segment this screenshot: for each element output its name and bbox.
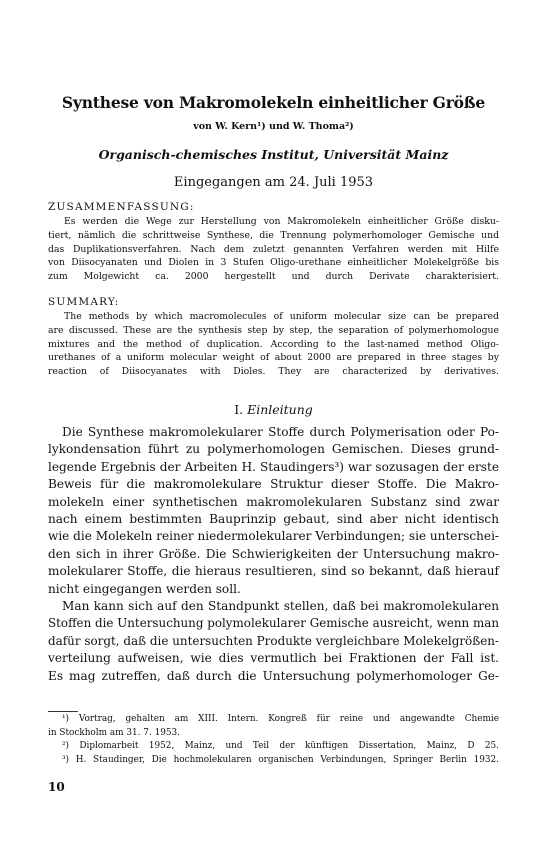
body-line: wie die Molekeln reiner niedermolekularer Verbindungen; sie unterschei- — [48, 529, 500, 544]
summary-line: urethanes of a uniform molecular weight of about 2000 are prepared in three stages by — [48, 352, 499, 364]
footnotes — [48, 713, 499, 767]
footnote-line: ³) H. Staudinger, Die hochmolekularen organischen Verbindungen, Springer Berlin 1932. — [62, 754, 499, 765]
body-line: nicht eingegangen werden soll. — [48, 581, 241, 596]
footnote-line: in Stockholm am 31. 7. 1953. — [48, 727, 181, 738]
abstract-line: Es werden die Wege zur Herstellung von Makromolekeln einheitlicher Größe disku- — [64, 216, 500, 227]
summary-line: mixtures and the method of duplication. According to the last-named method Oligo- — [48, 338, 499, 350]
footnote-line: ¹) Vortrag, gehalten am XIII. Intern. Kongreß für reine und angewandte Chemie — [62, 714, 499, 724]
summary-text — [48, 310, 499, 379]
body-line: Beweis für die makromolekulare Struktur dieser Stoffe. Die Makro- — [48, 477, 500, 492]
page-number: 10 — [48, 780, 65, 794]
section-number: I. — [234, 402, 244, 417]
summary-line: The methods by which macromolecules of uniform molecular size can be prepared — [64, 311, 499, 322]
abstract-line: zum Molgewicht ca. 2000 hergestellt und durch Derivate charakterisiert. — [48, 271, 499, 283]
article-authors: von W. Kern¹) und W. Thoma²) — [193, 121, 354, 132]
body-line: lykondensation führt zu polymerhomologen Gemischen. Dieses grund- — [48, 442, 500, 457]
abstract-line: tiert, nämlich die schrittweise Synthese, die Trennung polymerhomologer Gemische und — [48, 229, 500, 241]
summary-label: SUMMARY: — [48, 296, 120, 308]
section-heading — [0, 402, 547, 417]
body-line: dafür sorgt, daß die untersuchten Produkte vergleichbare Molekelgrößen- — [48, 633, 499, 648]
zusammenfassung-text — [48, 215, 499, 284]
body-line: Die Synthese makromolekularer Stoffe durch Polymerisation oder Po- — [62, 425, 499, 439]
abstract-line: das Duplikationsverfahren. Nach dem zuletzt genannten Verfahren werden mit Hilfe — [48, 243, 499, 255]
body-line: legende Ergebnis der Arbeiten H. Staudingers³) war sozusagen der erste — [48, 459, 500, 474]
footnote-line: ²) Diplomarbeit 1952, Mainz, und Teil der künftigen Dissertation, Mainz, D 25. — [62, 741, 499, 751]
body-line: Man kann sich auf den Standpunkt stellen, daß bei makromolekularen — [62, 599, 500, 614]
summary-line: are discussed. These are the synthesis step by step, the separation of polymerhomologue — [48, 324, 500, 336]
article-title: Synthese von Makromolekeln einheitlicher Größe — [61, 93, 486, 112]
body-line: Es mag zutreffen, daß durch die Untersuchung polymerhomologer Ge- — [48, 668, 499, 683]
received-date: Eingegangen am 24. Juli 1953 — [173, 175, 374, 190]
zusammenfassung-label: ZUSAMMENFASSUNG: — [48, 201, 195, 213]
body-line: den sich in ihrer Größe. Die Schwierigkeiten der Untersuchung makro- — [48, 546, 499, 561]
abstract-line: von Diisocyanaten und Diolen in 3 Stufen Oligo-urethane einheitlicher Molekelgröße bis — [48, 257, 500, 269]
article-institute: Organisch-chemisches Institut, Universität Mainz — [98, 147, 449, 162]
body-text — [48, 424, 499, 685]
footnote-divider — [48, 711, 78, 712]
body-line: verteilung aufweisen, wie dies vermutlich bei Fraktionen der Fall ist. — [48, 651, 500, 666]
body-line: nach einem bestimmten Bauprinzip gebaut, sind aber nicht identisch — [48, 512, 499, 527]
body-line: molekeln einer synthetischen makromolekularen Substanz sind zwar — [48, 494, 499, 509]
body-line: Stoffen die Untersuchung polymolekularer Gemische ausreicht, wenn man — [48, 616, 500, 631]
summary-line: reaction of Diisocyanates with Dioles. They are characterized by derivatives. — [48, 366, 499, 378]
body-line: molekularer Stoffe, die hieraus resultieren, sind so bekannt, daß hierauf — [48, 564, 499, 579]
section-title: Einleitung — [247, 402, 313, 417]
